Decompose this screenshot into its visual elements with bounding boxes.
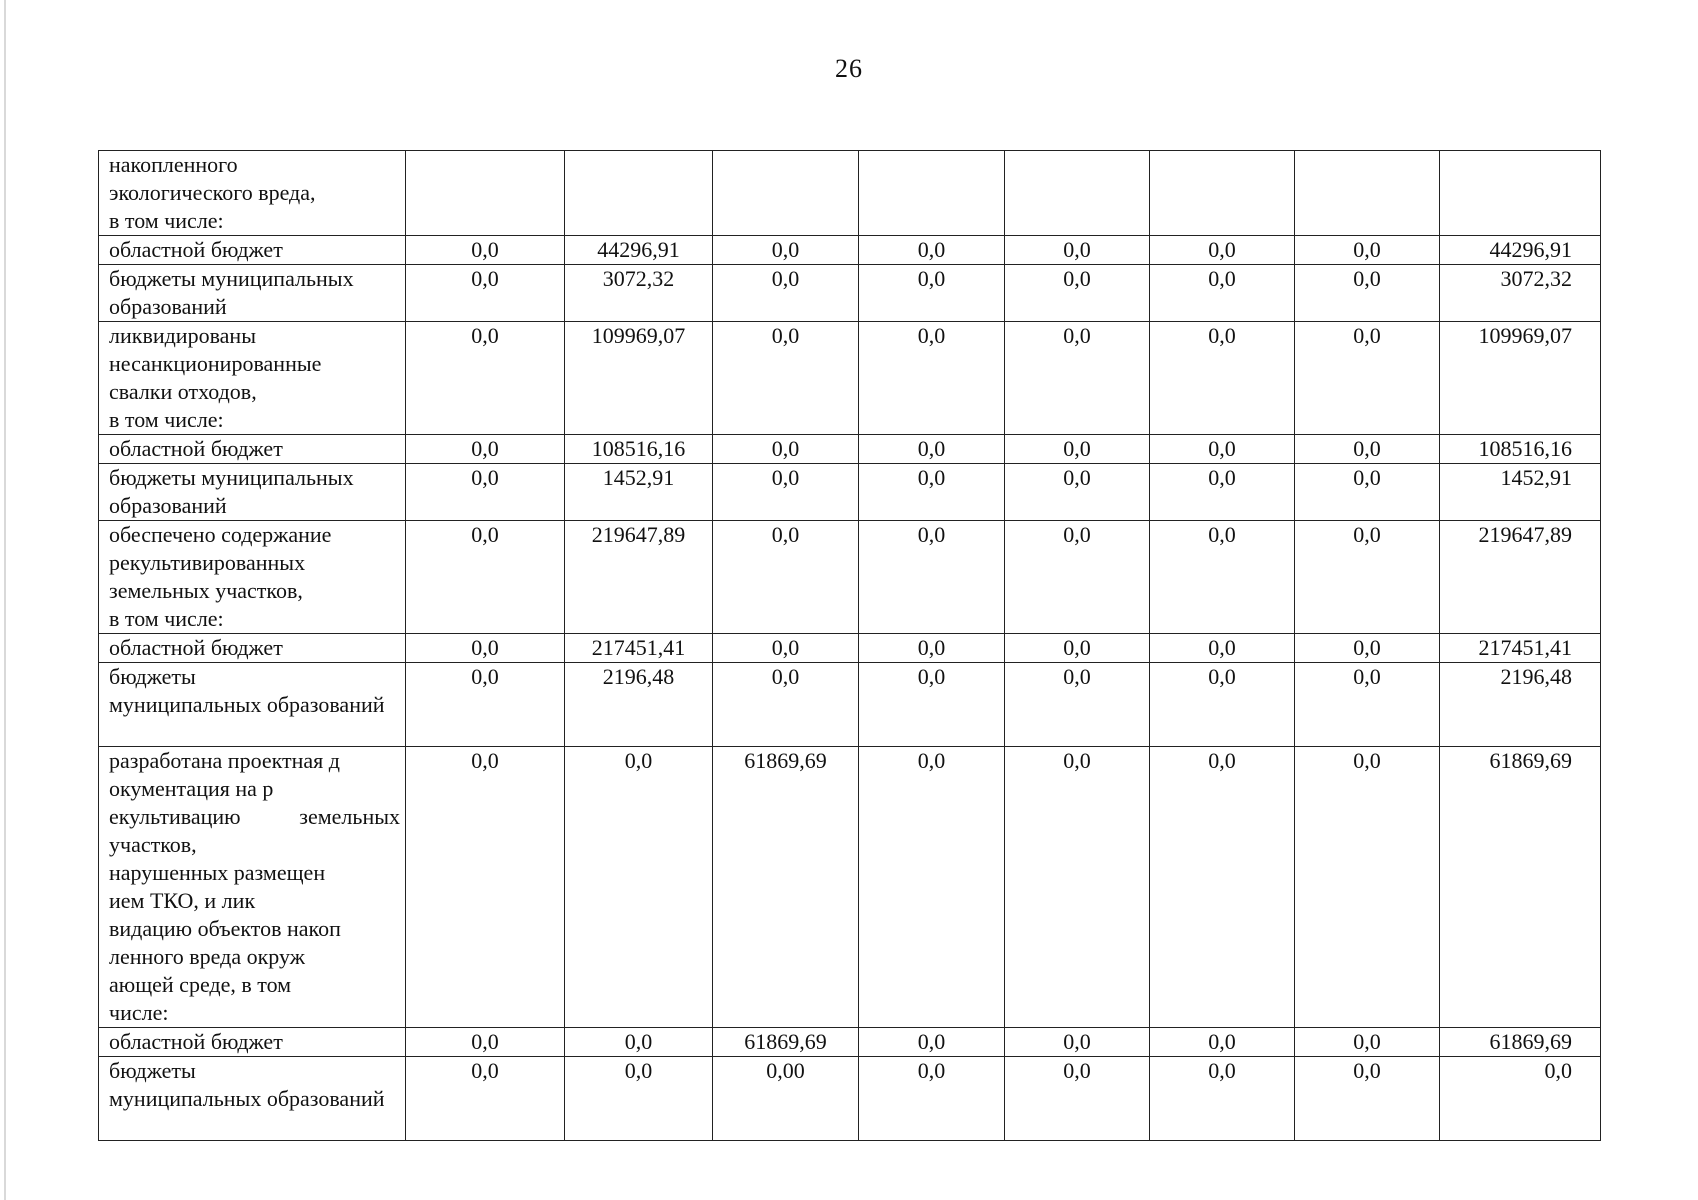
total-cell: 109969,07 xyxy=(1440,322,1601,435)
value-cell: 108516,16 xyxy=(565,435,713,464)
value-cell: 0,0 xyxy=(1150,663,1295,747)
value-cell: 0,0 xyxy=(565,1028,713,1057)
value-cell xyxy=(565,151,713,236)
value-cell: 61869,69 xyxy=(713,747,859,1028)
value-cell: 0,0 xyxy=(1005,634,1150,663)
value-cell: 0,0 xyxy=(1295,521,1440,634)
value-cell: 0,0 xyxy=(859,435,1005,464)
value-cell: 0,0 xyxy=(1295,236,1440,265)
value-cell: 0,0 xyxy=(713,521,859,634)
value-cell: 0,0 xyxy=(713,322,859,435)
value-cell: 0,0 xyxy=(1005,747,1150,1028)
value-cell: 0,0 xyxy=(1295,265,1440,322)
table-row xyxy=(99,265,1601,322)
value-cell: 0,0 xyxy=(1005,464,1150,521)
table-row xyxy=(99,521,1601,634)
value-cell: 44296,91 xyxy=(565,236,713,265)
total-cell: 61869,69 xyxy=(1440,1028,1601,1057)
value-cell: 0,0 xyxy=(1150,1028,1295,1057)
row-label: областной бюджет xyxy=(99,236,406,265)
table-row xyxy=(99,1057,1601,1141)
row-label: бюджеты муниципальных образований xyxy=(99,265,406,322)
total-cell xyxy=(1440,151,1601,236)
value-cell: 0,0 xyxy=(859,1028,1005,1057)
value-cell: 0,0 xyxy=(859,265,1005,322)
row-label: обеспечено содержание рекультивированных земельных участков, в том числе: xyxy=(99,521,406,634)
total-cell: 61869,69 xyxy=(1440,747,1601,1028)
value-cell: 0,0 xyxy=(713,236,859,265)
table-row xyxy=(99,1028,1601,1057)
value-cell: 0,0 xyxy=(1295,322,1440,435)
value-cell: 0,0 xyxy=(406,322,565,435)
total-cell: 44296,91 xyxy=(1440,236,1601,265)
value-cell: 0,0 xyxy=(1295,634,1440,663)
value-cell: 0,0 xyxy=(1295,435,1440,464)
value-cell: 0,0 xyxy=(1005,322,1150,435)
value-cell: 2196,48 xyxy=(565,663,713,747)
value-cell: 0,0 xyxy=(406,464,565,521)
value-cell: 0,0 xyxy=(859,1057,1005,1141)
value-cell: 0,00 xyxy=(713,1057,859,1141)
page-number: 26 xyxy=(835,54,863,83)
value-cell: 0,0 xyxy=(713,265,859,322)
value-cell: 1452,91 xyxy=(565,464,713,521)
value-cell: 219647,89 xyxy=(565,521,713,634)
value-cell: 0,0 xyxy=(1295,1028,1440,1057)
row-label: бюджеты муниципальных образований xyxy=(99,663,406,747)
table-row xyxy=(99,747,1601,1028)
value-cell: 0,0 xyxy=(406,521,565,634)
value-cell: 0,0 xyxy=(406,265,565,322)
value-cell: 0,0 xyxy=(1005,435,1150,464)
value-cell: 0,0 xyxy=(1150,265,1295,322)
value-cell: 0,0 xyxy=(565,1057,713,1141)
value-cell: 0,0 xyxy=(859,663,1005,747)
total-cell: 0,0 xyxy=(1440,1057,1601,1141)
row-label: разработана проектная д окументация на р екультивацию земельных участков, нарушенных размещен ием ТКО, и лик видацию объектов накоп ленного вреда окруж ающей среде, в том числе: xyxy=(99,747,406,1028)
value-cell: 0,0 xyxy=(406,435,565,464)
value-cell: 0,0 xyxy=(1150,521,1295,634)
value-cell: 0,0 xyxy=(859,747,1005,1028)
table-row xyxy=(99,151,1601,236)
value-cell: 0,0 xyxy=(1150,1057,1295,1141)
value-cell: 0,0 xyxy=(1150,322,1295,435)
value-cell: 0,0 xyxy=(1005,265,1150,322)
value-cell: 0,0 xyxy=(1005,663,1150,747)
value-cell: 0,0 xyxy=(859,236,1005,265)
value-cell: 0,0 xyxy=(406,1028,565,1057)
value-cell: 0,0 xyxy=(713,663,859,747)
value-cell: 0,0 xyxy=(406,634,565,663)
total-cell: 217451,41 xyxy=(1440,634,1601,663)
value-cell: 0,0 xyxy=(713,464,859,521)
table-row xyxy=(99,322,1601,435)
table-row xyxy=(99,634,1601,663)
value-cell: 0,0 xyxy=(1005,1057,1150,1141)
value-cell: 0,0 xyxy=(406,236,565,265)
value-cell: 0,0 xyxy=(406,1057,565,1141)
row-label: бюджеты муниципальных образований xyxy=(99,1057,406,1141)
value-cell: 109969,07 xyxy=(565,322,713,435)
value-cell xyxy=(1295,151,1440,236)
row-label: бюджеты муниципальных образований xyxy=(99,464,406,521)
value-cell: 0,0 xyxy=(713,435,859,464)
value-cell: 0,0 xyxy=(1005,521,1150,634)
value-cell xyxy=(713,151,859,236)
value-cell xyxy=(1150,151,1295,236)
value-cell: 0,0 xyxy=(565,747,713,1028)
total-cell: 2196,48 xyxy=(1440,663,1601,747)
value-cell: 0,0 xyxy=(406,747,565,1028)
value-cell: 0,0 xyxy=(1150,634,1295,663)
row-label: накопленного экологического вреда, в том числе: xyxy=(99,151,406,236)
row-label: областной бюджет xyxy=(99,634,406,663)
value-cell: 0,0 xyxy=(1295,1057,1440,1141)
value-cell: 0,0 xyxy=(859,464,1005,521)
value-cell: 0,0 xyxy=(859,322,1005,435)
value-cell: 0,0 xyxy=(1005,236,1150,265)
value-cell: 3072,32 xyxy=(565,265,713,322)
table-body xyxy=(99,151,1601,1141)
row-label: областной бюджет xyxy=(99,1028,406,1057)
table-row xyxy=(99,663,1601,747)
value-cell: 0,0 xyxy=(713,634,859,663)
value-cell: 0,0 xyxy=(1295,663,1440,747)
table-row xyxy=(99,464,1601,521)
total-cell: 3072,32 xyxy=(1440,265,1601,322)
value-cell: 0,0 xyxy=(406,663,565,747)
value-cell xyxy=(406,151,565,236)
scan-edge xyxy=(4,0,6,1200)
value-cell: 217451,41 xyxy=(565,634,713,663)
row-label: областной бюджет xyxy=(99,435,406,464)
value-cell: 0,0 xyxy=(1295,464,1440,521)
value-cell: 0,0 xyxy=(1150,747,1295,1028)
value-cell: 0,0 xyxy=(859,521,1005,634)
row-label: ликвидированы несанкционированные свалки отходов, в том числе: xyxy=(99,322,406,435)
value-cell: 0,0 xyxy=(1005,1028,1150,1057)
value-cell: 0,0 xyxy=(859,634,1005,663)
value-cell: 0,0 xyxy=(1295,747,1440,1028)
total-cell: 108516,16 xyxy=(1440,435,1601,464)
table-row xyxy=(99,435,1601,464)
value-cell xyxy=(859,151,1005,236)
value-cell: 0,0 xyxy=(1150,435,1295,464)
value-cell: 61869,69 xyxy=(713,1028,859,1057)
budget-table xyxy=(98,150,1601,1141)
value-cell xyxy=(1005,151,1150,236)
value-cell: 0,0 xyxy=(1150,236,1295,265)
value-cell: 0,0 xyxy=(1150,464,1295,521)
total-cell: 219647,89 xyxy=(1440,521,1601,634)
table-row xyxy=(99,236,1601,265)
total-cell: 1452,91 xyxy=(1440,464,1601,521)
